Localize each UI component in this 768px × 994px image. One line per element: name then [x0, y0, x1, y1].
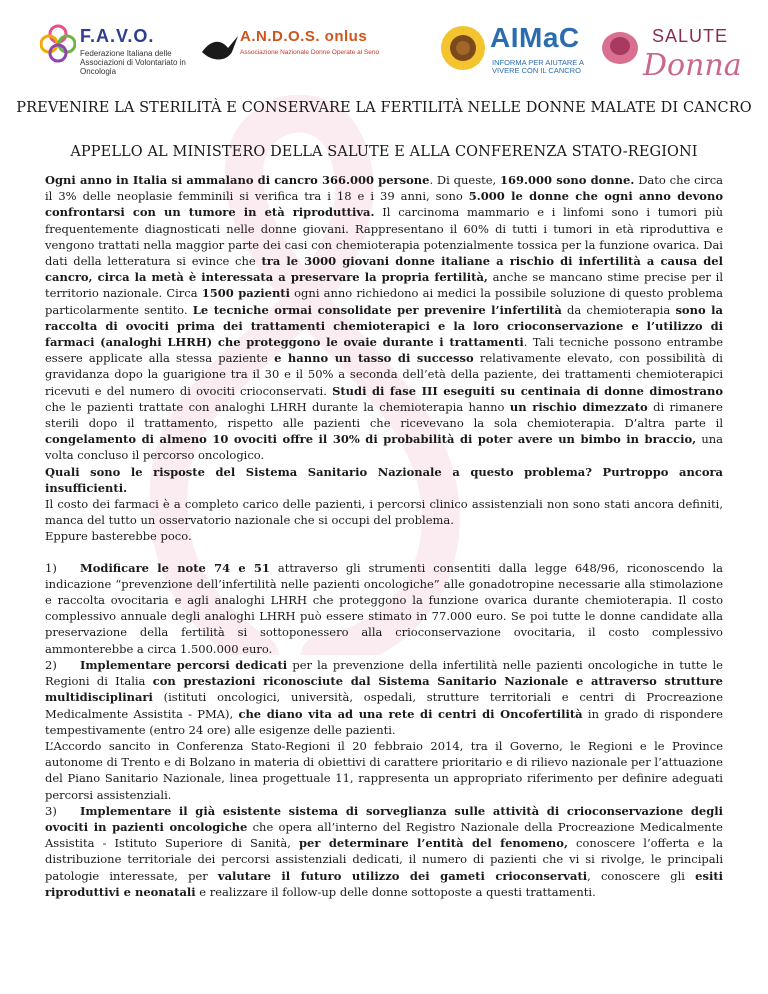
document-body: [45, 172, 723, 900]
intro-s21: congelamento di almeno 10 ovociti offre il 30% di probabilità di poter avere un bimbo in braccio,: [45, 432, 697, 447]
intro-s2: . Di queste,: [429, 173, 501, 187]
intro-s14: . Tali tecniche possono entrambe essere applicate alla stessa paziente: [45, 335, 723, 366]
intro-s3: 169.000 sono donne.: [500, 173, 635, 187]
item-2-s2: per la prevenzione della infertilità nelle pazienti oncologiche in tutte le Regioni di Italia: [45, 657, 723, 689]
andos-subtitle: Associazione Nazionale Donne Operate al Seno: [240, 49, 380, 56]
item-2-s6: in grado di rispondere tempestivamente (entro 24 ore) alle esigenze delle pazienti.: [45, 706, 723, 737]
item-2: [45, 657, 723, 738]
intro-s10: ogni anno richiedono ai medici la possibile soluzione di questo problema particolarmente sentito.: [45, 286, 723, 317]
intro-s6: Il carcinoma mammario e i linfomi sono i tumori più frequentemente diagnosticati nelle donne giovani. Rappresentano il 60% di tutti i tumori in età riproduttiva e vengono trattati nella maggior parte dei casi con chemioterapia potenzialmente tossica per la funzione ovarica. Dai dati della letteratura si evince che: [45, 205, 723, 269]
rose-icon: [598, 26, 644, 76]
aimac-subtitle: INFORMA PER AIUTARE A VIVERE CON IL CANCRO: [492, 58, 584, 75]
item-1-s1: Modificare le note 74 e 51: [80, 560, 270, 575]
favo-name: F.A.V.O.: [80, 26, 155, 46]
item-3-s3: per determinare l’entità del fenomeno,: [299, 836, 568, 851]
intro-s1: Ogni anno in Italia si ammalano di cancro 366.000 persone: [45, 173, 430, 187]
item-3-s1: Implementare il già esistente sistema di sorveglianza sulle attività di crioconservazione degli ovociti in pazienti oncologiche: [45, 803, 723, 834]
intro-s16: relativamente elevato, con possibilità di gravidanza dopo la guarigione tra il 30 e il 50% a seconda dell’età della paziente, dei trattamenti chemioterapici ricevuti e del numero di ovociti crioconservati.: [45, 351, 723, 398]
item-2-s4: (istituti oncologici, università, ospedali, strutture territoriali e centri di Procreazione Medicalmente Assistita - PMA),: [45, 690, 723, 721]
intro-s8: anche se mancano stime precise per il territorio nazionale. Circa: [45, 270, 723, 301]
intro-paragraph: [45, 172, 723, 464]
item-3: [45, 803, 723, 900]
swallow-icon: [200, 28, 240, 68]
item-2-s3: con prestazioni riconosciute dal Sistema Sanitario Nazionale e attraverso strutture multidisciplinari: [45, 674, 723, 705]
intro-s4: Dato che circa il 3% delle neoplasie femminili si verifica tra i 18 e i 39 anni, sono: [45, 173, 724, 204]
intro-s11: Le tecniche ormai consolidate per prevenire l’infertilità: [192, 302, 562, 317]
costs-paragraph: Il costo dei farmaci è a completo carico delle pazienti, i percorsi clinico assistenziali non sono stati ancora definiti, manca del tutto un osservatorio nazionale che si occupi del problema.: [45, 497, 723, 528]
intro-s22: una volta concluso il percorso oncologico.: [45, 432, 723, 463]
main-title: PREVENIRE LA STERILITÀ E CONSERVARE LA FERTILITÀ NELLE DONNE MALATE DI CANCRO: [16, 100, 752, 116]
item-3-s8: e realizzare il follow-up delle donne sottoposte a questi trattamenti.: [195, 884, 596, 899]
intro-s5: 5.000 le donne che ogni anno devono confrontarsi con un tumore in età riproduttiva.: [45, 189, 723, 220]
intro-s17: Studi di fase III eseguiti su centinaia di donne dimostrano: [332, 383, 723, 398]
item-2-s5: che diano vita ad una rete di centri di Oncofertilità: [238, 706, 583, 721]
intro-s20: di rimanere sterili dopo il trattamento, rispetto alle pazienti che ricevevano la sola chemioterapia. D’altra parte il: [45, 399, 723, 431]
aimac-logo: [438, 18, 588, 88]
intro-s9: 1500 pazienti: [201, 286, 290, 301]
intro-s18: che le pazienti trattate con analoghi LHRH durante la chemioterapia hanno: [45, 399, 510, 414]
intro-s19: un rischio dimezzato: [509, 399, 648, 414]
item-1-s2: attraverso gli strumenti consentiti dalla legge 648/96, riconoscendo la indicazione “prevenzione dell’infertilità nelle pazienti oncologiche” alle gonadotropine necessarie alla stimolazione e raccolta ovocitaria e agli analoghi LHRH che proteggono la funzione ovarica durante chemioterapia. Il costo complessivo annuale degli analoghi LHRH può essere stimato in 77.000 euro. Se poi tutte le donne candidate alla preservazione della fertilità si sottoponessero alla crioconservazione ovocitaria, il costo complessivo ammonterebbe a circa 1.500.000 euro.: [45, 560, 723, 656]
salute-donna-logo: [598, 18, 742, 88]
item-1: [45, 560, 723, 657]
favo-subtitle: Federazione Italiana delle Associazioni di Volontariato in Oncologia: [80, 49, 186, 76]
sub-title: APPELLO AL MINISTERO DELLA SALUTE E ALLA CONFERENZA STATO-REGIONI: [70, 144, 698, 160]
logo-bar: [0, 18, 768, 98]
item-3-number: 3): [45, 803, 57, 818]
andos-name: A.N.D.O.S. onlus: [240, 28, 368, 45]
intro-s12: da chemioterapia: [561, 302, 676, 317]
enough-line: Eppure basterebbe poco.: [45, 529, 192, 544]
item-3-s4: conoscere l’offerta e la distribuzione territoriale dei percorsi assistenziali dedicati, il numero di pazienti che vi si rivolge, le principali patologie interessate, per: [45, 836, 723, 883]
question-line: [45, 464, 723, 496]
item-2-s1: Implementare percorsi dedicati: [80, 657, 288, 672]
item-3-s5: valutare il futuro utilizzo dei gameti crioconservati: [217, 868, 588, 883]
intro-s13: sono la raccolta di ovociti prima dei trattamenti chemioterapici e la loro crioconservazione e l’utilizzo di farmaci (analoghi LHRH) che proteggono le ovaie durante i trattamenti: [45, 302, 723, 350]
spacer: [45, 545, 723, 560]
andos-logo: [200, 18, 380, 88]
sunflower-icon: [438, 22, 488, 78]
intro-s15: e hanno un tasso di successo: [274, 351, 474, 366]
salute-subtitle: Donna: [643, 48, 742, 83]
item-1-number: 1): [45, 560, 57, 575]
item-2-number: 2): [45, 657, 57, 672]
item-3-s7: esiti riproduttivi e neonatali: [45, 868, 723, 899]
question-text: Quali sono le risposte del Sistema Sanitario Nazionale a questo problema? Purtroppo ancora insufficienti.: [45, 464, 723, 495]
accordo-paragraph: L’Accordo sancito in Conferenza Stato-Regioni il 20 febbraio 2014, tra il Governo, le Regioni e le Province autonome di Trento e di Bolzano in materia di obiettivi di carattere prioritario e di rilievo nazionale per l’attuazione del Piano Sanitario Nazionale, linea progettuale 11, rappresenta un appropriato riferimento per definire adeguati percorsi assistenziali.: [45, 738, 723, 802]
favo-logo: [40, 18, 205, 88]
item-3-s6: , conoscere gli: [587, 868, 696, 883]
item-3-s2: che opera all’interno del Registro Nazionale della Procreazione Medicalmente Assistita - Istituto Superiore di Sanità,: [45, 819, 723, 851]
salute-name: SALUTE: [652, 26, 729, 46]
favo-flower-icon: [40, 24, 76, 64]
intro-s7: tra le 3000 giovani donne italiane a rischio di infertilità a causa del cancro, circa la metà è interessata a preservare la propria fertilità,: [45, 254, 723, 285]
aimac-name: AIMaC: [490, 22, 580, 53]
